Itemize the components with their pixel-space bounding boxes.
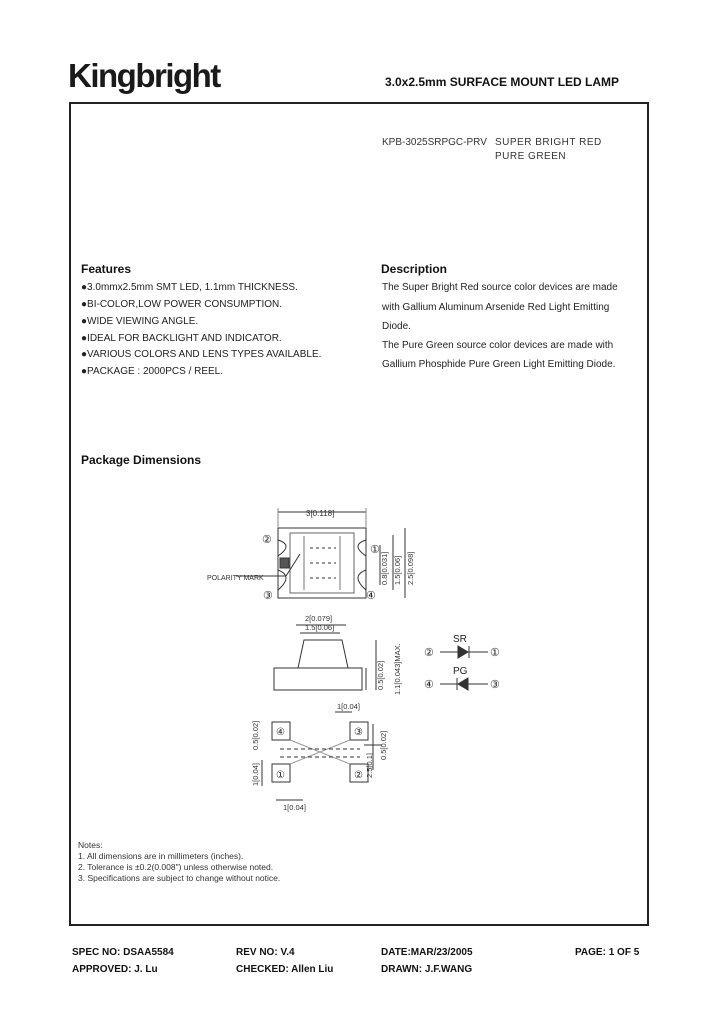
- dim-0-5: 0.5[0.02]: [376, 660, 385, 690]
- checked-by: CHECKED: Allen Liu: [236, 964, 334, 975]
- pin-label-3: ③: [263, 590, 273, 602]
- date: DATE:MAR/23/2005: [381, 947, 473, 958]
- circuit-pin-1: ①: [490, 647, 500, 659]
- variant-pure-green: PURE GREEN: [495, 151, 567, 162]
- pin-label-4: ④: [366, 590, 376, 602]
- package-dimensions-heading: Package Dimensions: [81, 453, 202, 467]
- description-line: Diode.: [382, 321, 411, 332]
- drawn-by: DRAWN: J.F.WANG: [381, 964, 473, 975]
- pad-dim-1-left: 1[0.04]: [251, 763, 260, 786]
- dim-top-width: 3[0.118]: [306, 509, 335, 518]
- pad-pin-1: ①: [276, 770, 285, 781]
- dim-0-8: 0.8[0.031]: [380, 551, 389, 585]
- spec-number: SPEC NO: DSAA5584: [72, 947, 174, 958]
- dim-1-1: 1.1[0.043]MAX.: [393, 643, 402, 695]
- pad-pin-2: ②: [354, 770, 363, 781]
- pad-dim-1-bottom: 1[0.04]: [283, 803, 306, 812]
- dim-2: 2[0.079]: [305, 614, 333, 623]
- side-view-body: [274, 640, 362, 690]
- circuit-sr: [440, 646, 488, 658]
- part-number: KPB-3025SRPGC-PRV: [382, 137, 487, 148]
- kingbright-logo: Kingbright: [68, 57, 220, 94]
- pin-label-1: ①: [370, 544, 380, 556]
- circuit-pin-3: ③: [490, 679, 500, 691]
- pad-pin-4: ④: [276, 727, 285, 738]
- circuit-pg: [440, 678, 488, 690]
- feature-item: ●BI-COLOR,LOW POWER CONSUMPTION.: [81, 299, 283, 310]
- variant-super-bright-red: SUPER BRIGHT RED: [495, 137, 602, 148]
- page-number: PAGE: 1 OF 5: [575, 947, 640, 958]
- notes-title: Notes:: [78, 840, 103, 850]
- dim-1-5b: 1.5[0.06]: [305, 623, 335, 632]
- pad-dim-2-5: 2.5[0.1]: [365, 752, 374, 778]
- features-heading: Features: [81, 262, 132, 276]
- circuit-sr-label: SR: [453, 634, 467, 645]
- circuit-pg-label: PG: [453, 666, 468, 677]
- pin-label-2: ②: [262, 534, 272, 546]
- dim-1-5: 1.5[0.06]: [393, 555, 402, 585]
- approved-by: APPROVED: J. Lu: [72, 964, 158, 975]
- pad-dim-0-5b: 0.5[0.02]: [379, 730, 388, 760]
- polarity-mark-square: [280, 558, 289, 568]
- dim-2-5: 2.5[0.098]: [406, 551, 415, 585]
- feature-item: ●PACKAGE : 2000PCS / REEL.: [81, 366, 224, 377]
- description-line: with Gallium Aluminum Arsenide Red Light Emitting: [382, 302, 610, 313]
- description-line: Gallium Phosphide Pure Green Light Emitting Diode.: [382, 359, 616, 370]
- circuit-pin-2: ②: [424, 647, 434, 659]
- note-item: 2. Tolerance is ±0.2(0.008") unless otherwise noted.: [78, 862, 274, 872]
- pad-dim-0-5: 0.5[0.02]: [251, 720, 260, 750]
- pad-dim-1: 1[0.04]: [337, 702, 360, 711]
- description-line: The Pure Green source color devices are made with: [382, 340, 614, 351]
- description-heading: Description: [381, 262, 448, 276]
- description-line: The Super Bright Red source color devices are made: [382, 282, 618, 293]
- pad-pin-3: ③: [354, 727, 363, 738]
- feature-item: ●3.0mmx2.5mm SMT LED, 1.1mm THICKNESS.: [81, 282, 298, 293]
- feature-item: ●VARIOUS COLORS AND LENS TYPES AVAILABLE.: [81, 349, 322, 360]
- document-title: 3.0x2.5mm SURFACE MOUNT LED LAMP: [385, 75, 620, 89]
- note-item: 1. All dimensions are in millimeters (inches).: [78, 851, 244, 861]
- feature-item: ●WIDE VIEWING ANGLE.: [81, 316, 199, 327]
- polarity-mark-label: POLARITY MARK: [207, 575, 264, 582]
- feature-item: ●IDEAL FOR BACKLIGHT AND INDICATOR.: [81, 333, 282, 344]
- revision-number: REV NO: V.4: [236, 947, 295, 958]
- top-view-body: [278, 528, 366, 598]
- circuit-pin-4: ④: [424, 679, 434, 691]
- note-item: 3. Specifications are subject to change without notice.: [78, 873, 281, 883]
